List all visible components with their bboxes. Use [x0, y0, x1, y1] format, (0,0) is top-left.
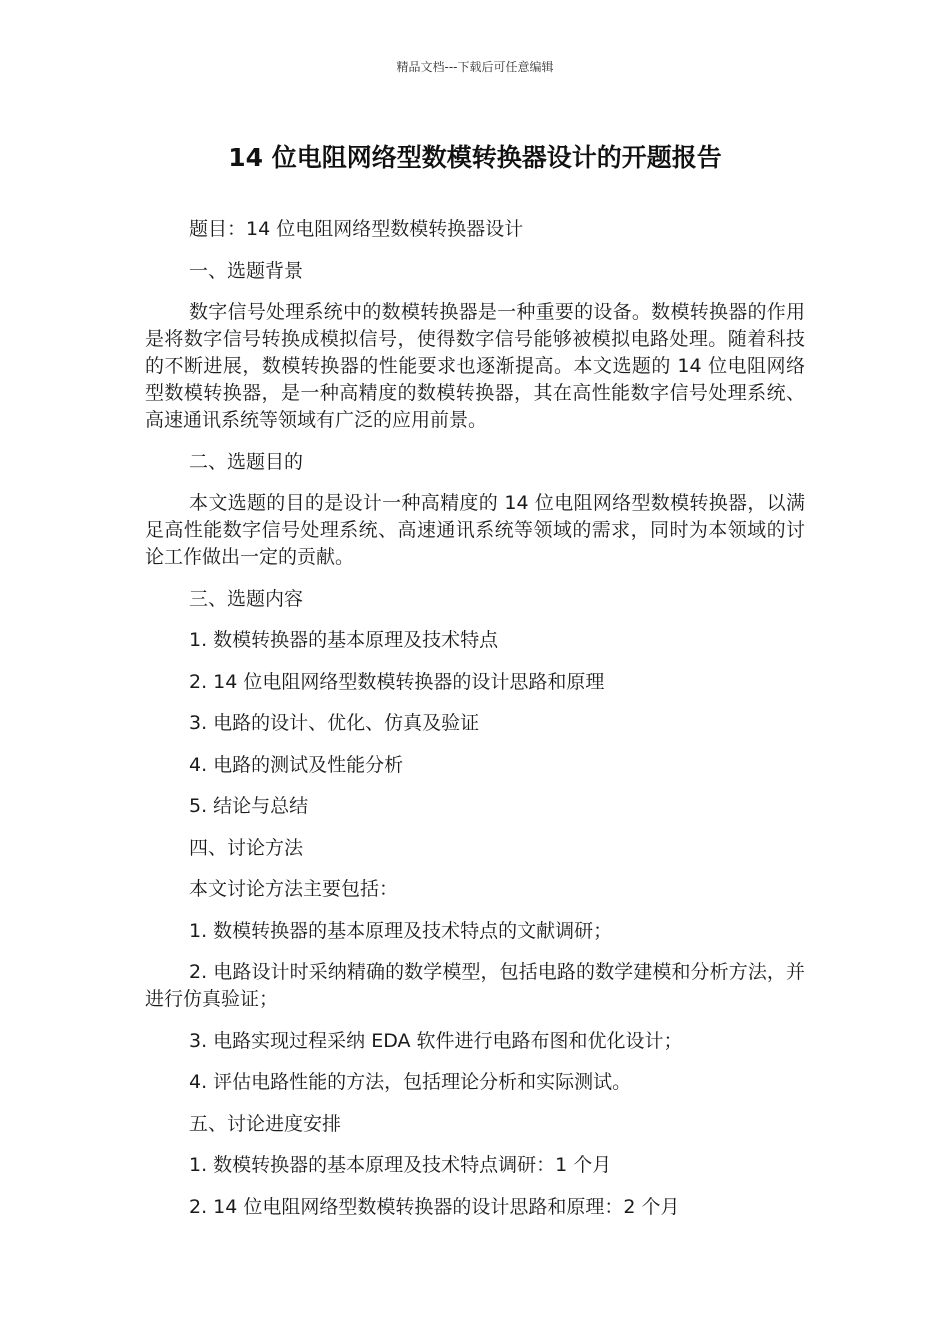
schedule-list-item: 2. 14 位电阻网络型数模转换器的设计思路和原理：2 个月	[189, 1195, 680, 1218]
content-list-item: 1. 数模转换器的基本原理及技术特点	[189, 629, 499, 651]
method-list-item: 1. 数模转换器的基本原理及技术特点的文献调研；	[189, 919, 613, 942]
method-intro: 本文讨论方法主要包括：	[189, 878, 399, 900]
content-list-item: 2. 14 位电阻网络型数模转换器的设计思路和原理	[189, 670, 605, 693]
background-paragraph: 数字信号处理系统中的数模转换器是一种重要的设备。数模转换器的作用是将数字信号转换成模拟信号，使得数字信号能够被模拟电路处理。随着科技的不断进展，数模转换器的性能要求也逐渐提高。本文选题的 14 位电阻网络型数模转换器，是一种高精度的数模转换器，其在高性能数字信号处理系统、高速通讯系统等领域有广泛的应用前景。	[145, 301, 805, 431]
purpose-paragraph: 本文选题的目的是设计一种高精度的 14 位电阻网络型数模转换器，以满足高性能数字信号处理系统、高速通讯系统等领域的需求，同时为本领域的讨论工作做出一定的贡献。	[145, 492, 805, 568]
schedule-list-item: 1. 数模转换器的基本原理及技术特点调研：1 个月	[189, 1154, 612, 1176]
method-list-item: 4. 评估电路性能的方法，包括理论分析和实际测试。	[189, 1071, 632, 1093]
method-list-item: 3. 电路实现过程采纳 EDA 软件进行电路布图和优化设计；	[189, 1029, 683, 1052]
section-heading-background: 一、选题背景	[189, 259, 304, 282]
method-list-item: 2. 电路设计时采纳精确的数学模型，包括电路的数学建模和分析方法，并进行仿真验证；	[145, 961, 805, 1010]
topic-line: 题目：14 位电阻网络型数模转换器设计	[189, 218, 524, 240]
content-list-item: 4. 电路的测试及性能分析	[189, 753, 404, 776]
page-header: 精品文档---下载后可任意编辑	[396, 60, 554, 74]
section-heading-schedule: 五、讨论进度安排	[189, 1112, 342, 1135]
content-list-item: 3. 电路的设计、优化、仿真及验证	[189, 712, 480, 734]
section-heading-purpose: 二、选题目的	[189, 450, 304, 473]
document-body	[145, 216, 805, 1235]
document-title: 14 位电阻网络型数模转换器设计的开题报告	[228, 143, 722, 172]
content-list-item: 5. 结论与总结	[189, 795, 309, 817]
section-heading-method: 四、讨论方法	[189, 836, 304, 859]
section-heading-content: 三、选题内容	[189, 587, 304, 610]
